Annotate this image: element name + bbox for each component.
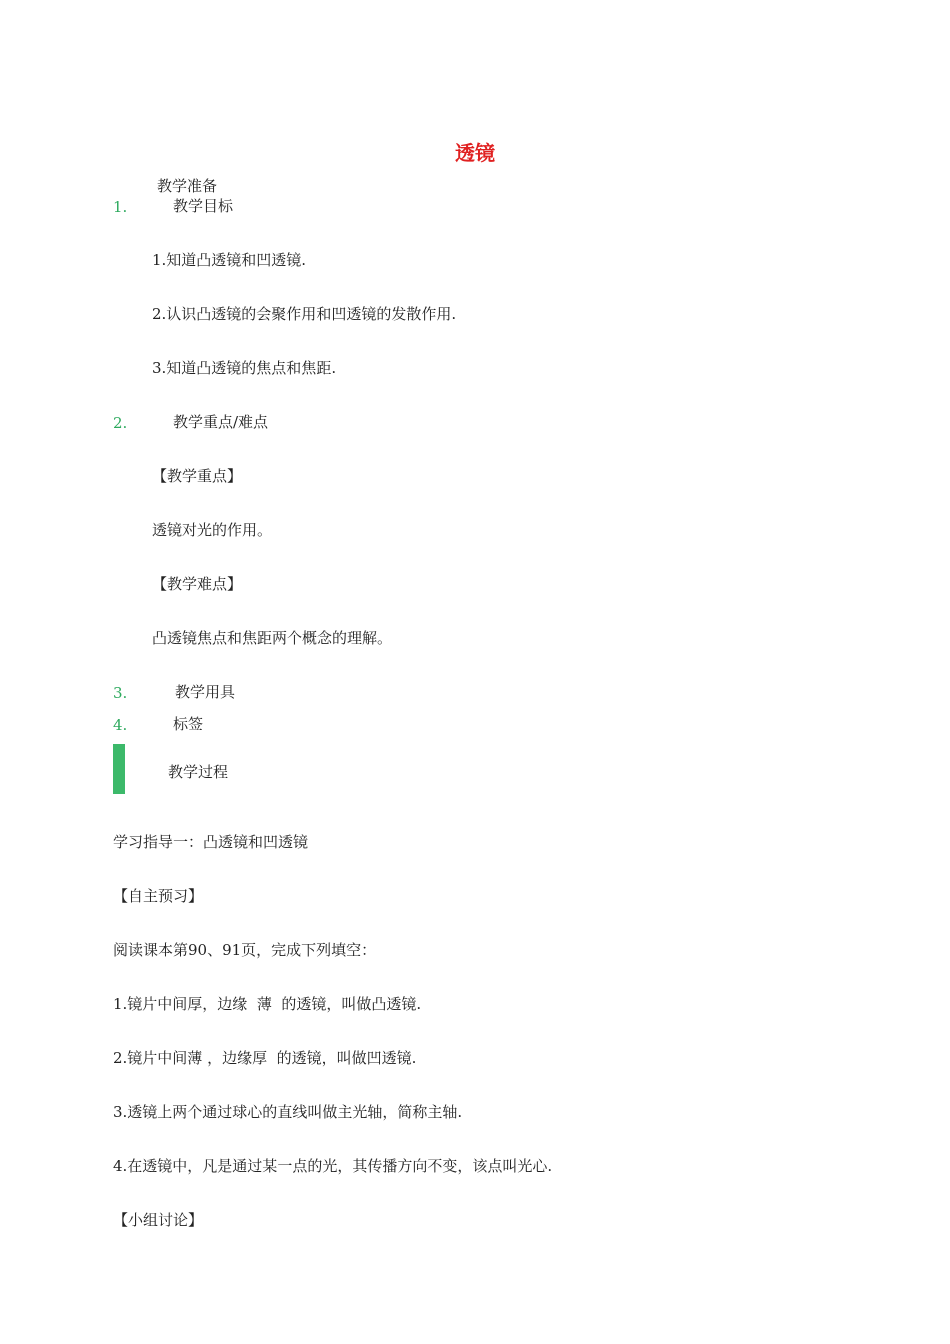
section-2-title: 教学重点/难点 — [173, 413, 269, 431]
fill-item-1: 1.镜片中间厚，边缘 薄 的透镜，叫做凸透镜. — [113, 995, 422, 1013]
section-3-title: 教学用具 — [175, 683, 236, 701]
prep-heading: 教学准备 — [157, 177, 218, 195]
goal-2: 2.认识凸透镜的会聚作用和凹透镜的发散作用. — [152, 305, 457, 323]
goal-1: 1.知道凸透镜和凹透镜. — [152, 251, 307, 269]
self-study-label: 【自主预习】 — [113, 887, 204, 905]
goal-3: 3.知道凸透镜的焦点和焦距. — [152, 359, 337, 377]
section-3-number: 3. — [113, 684, 128, 702]
key-point-text: 透镜对光的作用。 — [152, 521, 273, 539]
section-4-number: 4. — [113, 716, 128, 734]
difficulty-label: 【教学难点】 — [152, 575, 243, 593]
page-title: 透镜 — [455, 141, 495, 165]
fill-item-4: 4.在透镜中，凡是通过某一点的光，其传播方向不变，该点叫光心. — [113, 1157, 553, 1175]
guide-1-heading: 学习指导一：凸透镜和凹透镜 — [113, 833, 309, 851]
section-4-title: 标签 — [173, 715, 204, 733]
process-heading: 教学过程 — [168, 763, 229, 781]
section-2-number: 2. — [113, 414, 128, 432]
reading-instruction: 阅读课本第90、91页，完成下列填空： — [113, 941, 377, 959]
key-point-label: 【教学重点】 — [152, 467, 243, 485]
group-discussion-label: 【小组讨论】 — [113, 1211, 204, 1229]
fill-item-2: 2.镜片中间薄 ，边缘厚 的透镜，叫做凹透镜. — [113, 1049, 417, 1067]
section-1-title: 教学目标 — [173, 197, 234, 215]
difficulty-text: 凸透镜焦点和焦距两个概念的理解。 — [152, 629, 393, 647]
section-1-number: 1. — [113, 198, 128, 216]
process-accent-bar — [113, 744, 125, 794]
fill-item-3: 3.透镜上两个通过球心的直线叫做主光轴，简称主轴. — [113, 1103, 463, 1121]
